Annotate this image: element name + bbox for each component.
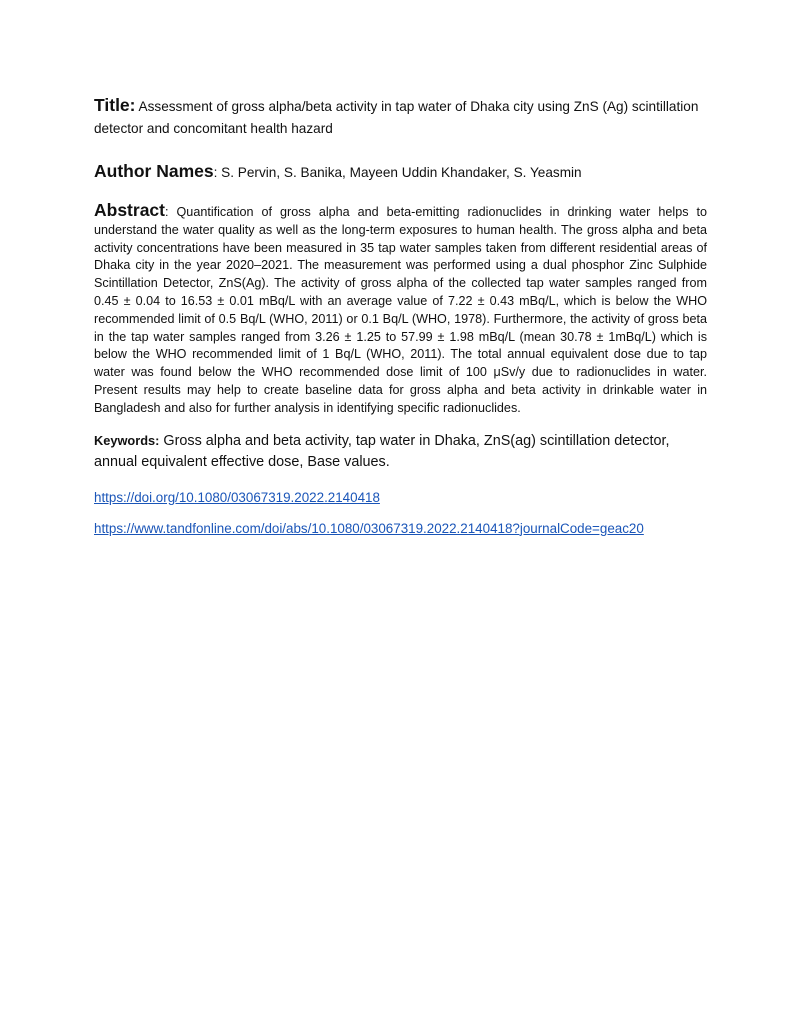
keywords-paragraph [94,430,707,473]
title-label: Title: [94,95,136,115]
abstract-separator: : [165,205,169,219]
document-page [94,94,707,538]
keywords-label: Keywords: [94,432,160,448]
keywords-text: Gross alpha and beta activity, tap water in Dhaka, ZnS(ag) scintillation detector, annual equivalent effective dose, Base values. [94,432,670,470]
authors-paragraph [94,160,707,184]
abstract-paragraph [94,202,707,418]
tandfonline-link[interactable]: https://www.tandfonline.com/doi/abs/10.1080/03067319.2022.2140418?journalCode=geac20 [94,520,644,536]
title-text: Assessment of gross alpha/beta activity in tap water of Dhaka city using ZnS (Ag) scintillation detector and concomitant health hazard [94,99,699,136]
title-paragraph [94,94,707,140]
authors-label: Author Names [94,161,214,181]
authors-separator: : [213,165,218,180]
authors-text: S. Pervin, S. Banika, Mayeen Uddin Khandaker, S. Yeasmin [221,165,582,180]
abstract-text: Quantification of gross alpha and beta-emitting radionuclides in drinking water helps to understand the water quality as well as the long-term exposures to human health. The gross alpha and beta activity concentrations have been measured in 35 tap water samples taken from different residential areas of Dhaka city in the year 2020–2021. The measurement was performed using a dual phosphor Zinc Sulphide Scintillation Detector, ZnS(Ag). The activity of gross alpha of the collected tap water samples ranged from 0.45 ± 0.04 to 16.53 ± 0.01 mBq/L with an average value of 7.22 ± 0.43 mBq/L, which is below the WHO recommended limit of 0.5 Bq/L (WHO, 2011) or 0.1 Bq/L (WHO, 1978). Furthermore, the activity of gross beta in the tap water samples ranged from 3.26 ± 1.25 to 57.99 ± 1.98 mBq/L (mean 30.78 ± 1mBq/L) which is below the WHO recommended limit of 1 Bq/L (WHO, 2011). The total annual equivalent dose due to tap water was found below the WHO recommended dose limit of 100 μSv/y due to radionuclides in water. Present results may help to create baseline data for gross alpha and beta activity in drinkable water in Bangladesh and also for further analysis in identifying specific radionuclides. [94,205,707,415]
abstract-label: Abstract [94,200,165,220]
doi-link[interactable]: https://doi.org/10.1080/03067319.2022.2140418 [94,489,380,505]
